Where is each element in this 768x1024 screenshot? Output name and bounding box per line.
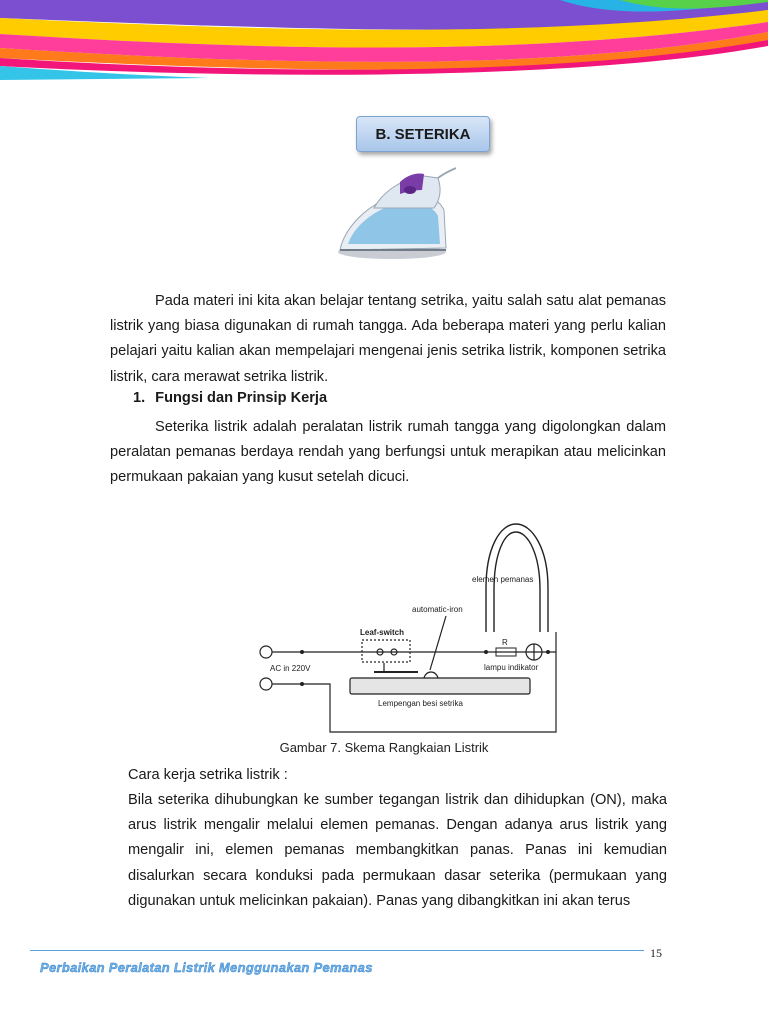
heading-number: 1. <box>133 390 146 406</box>
page-number: 15 <box>650 946 662 960</box>
figure-caption: Gambar 7. Skema Rangkaian Listrik <box>279 740 489 755</box>
label-resistor: R <box>502 638 508 647</box>
label-lamp: lampu indikator <box>484 663 539 672</box>
label-ac-source: AC in 220V <box>270 664 311 673</box>
footer-divider <box>30 950 644 951</box>
definition-paragraph: Seterika listrik adalah peralatan listrik rumah tangga yang digolongkan dalam peralatan pemanas berdaya rendah yang berfungsi untuk merapikan atau melicinkan permukaan pakaian yang kusut setelah dicuci. <box>110 419 666 486</box>
label-plate: Lempengan besi setrika <box>378 699 463 708</box>
work-paragraph: Bila seterika dihubungkan ke sumber tegangan listrik dan dihidupkan (ON), maka arus listrik mengalir melalui elemen pemanas. Dengan adanya arus listrik yang mengalir ini, elemen pemanas membangkitkan panas. Panas ini kemudian disalurkan secara konduksi pada permukaan dasar seterika (permukaan yang digunakan untuk melicinkan pakaian). Panas yang dibangkitkan ini akan terus <box>128 792 667 909</box>
work-title: Cara kerja setrika listrik : <box>128 767 288 783</box>
iron-illustration <box>334 160 456 264</box>
circuit-diagram <box>250 518 562 740</box>
footer-title: Perbaikan Peralatan Listrik Menggunakan Pemanas <box>40 960 373 975</box>
header-banner <box>0 0 768 80</box>
label-element: elemen pemanas <box>472 575 534 584</box>
section-heading <box>133 390 337 406</box>
label-automatic-iron: automatic-iron <box>412 605 463 614</box>
heading-text: Fungsi dan Prinsip Kerja <box>155 390 328 406</box>
section-title: B. SETERIKA <box>356 116 490 152</box>
intro-paragraph: Pada materi ini kita akan belajar tentang setrika, yaitu salah satu alat pemanas listrik yang biasa digunakan di rumah tangga. Ada beberapa materi yang perlu kalian pelajari yaitu kalian akan mempelajari mengenai jenis setrika listrik, komponen setrika listrik, cara merawat setrika listrik. <box>110 293 666 385</box>
label-leaf-switch: Leaf-switch <box>360 628 405 637</box>
